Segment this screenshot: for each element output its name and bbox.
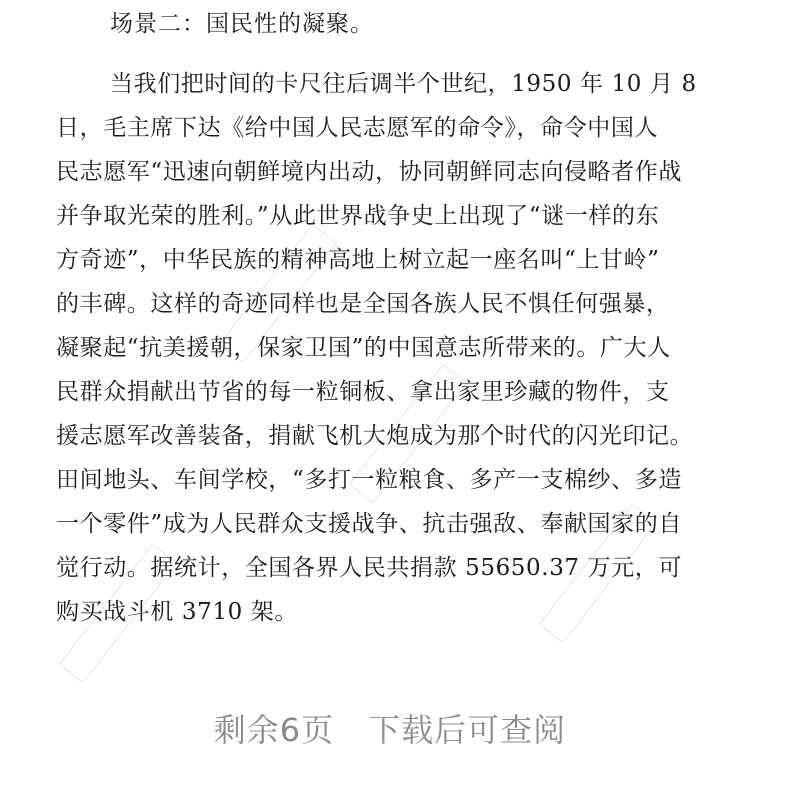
paragraph-line: 并争取光荣的胜利。”从此世界战争史上出现了“谜一样的东 [56, 203, 660, 229]
paragraph-line: 觉行动。据统计，全国各界人民共捐款 55650.37 万元，可 [56, 555, 682, 581]
download-to-view-text[interactable]: 下载后可查阅 [368, 711, 567, 749]
remaining-pages-text[interactable]: 剩余6页 [213, 711, 335, 749]
paragraph-line: 购买战斗机 3710 架。 [56, 599, 298, 625]
paragraph-line: 当我们把时间的卡尺往后调半个世纪，1950 年 10 月 8 [110, 71, 697, 97]
paragraph-line: 援志愿军改善装备，捐献飞机大炮成为那个时代的闪光印记。 [56, 423, 694, 449]
section-heading: 场景二：国民性的凝聚。 [110, 11, 374, 37]
paragraph-line: 的丰碑。这样的奇迹同样也是全国各族人民不惧任何强暴， [56, 291, 670, 317]
paragraph-line: 民群众捐献出节省的每一粒铜板、拿出家里珍藏的物件，支 [56, 379, 670, 405]
paragraph-line: 一个零件”成为人民群众支援战争、抗击强敌、奉献国家的自 [56, 511, 682, 537]
paragraph-line: 凝聚起“抗美援朝，保家卫国”的中国意志所带来的。广大人 [56, 335, 671, 361]
paragraph-line: 日，毛主席下达《给中国人民志愿军的命令》，命令中国人 [56, 115, 659, 141]
download-prompt-banner[interactable] [0, 708, 780, 752]
paragraph-line: 田间地头、车间学校，“多打一粒粮食、多产一支棉纱、多造 [56, 467, 682, 493]
paragraph-line: 民志愿军“迅速向朝鲜境内出动，协同朝鲜同志向侵略者作战 [56, 159, 682, 185]
paragraph-line: 方奇迹”，中华民族的精神高地上树立起一座名叫“上甘岭” [56, 247, 660, 273]
